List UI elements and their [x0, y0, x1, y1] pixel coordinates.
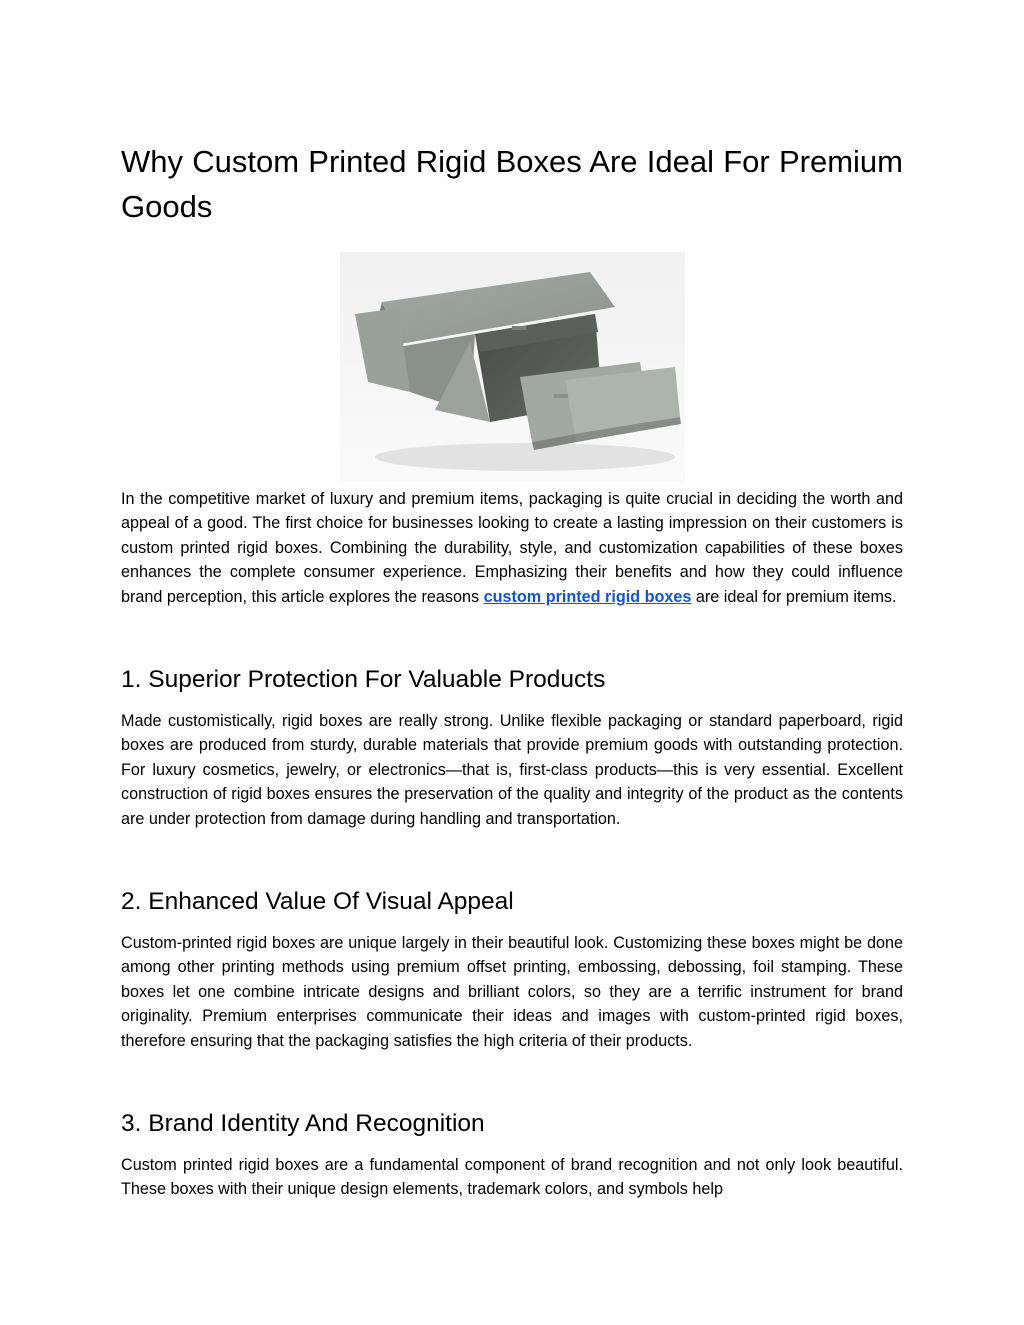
custom-printed-rigid-boxes-link[interactable]: custom printed rigid boxes [483, 587, 692, 606]
intro-text-end: are ideal for premium items. [691, 587, 897, 606]
section-3-body: Custom printed rigid boxes are a fundamental component of brand recognition and not only look beautiful. These boxes with their unique design elements, trademark colors, and symbols help [121, 1156, 903, 1199]
section-1-heading: 1. Superior Protection For Valuable Products [121, 666, 606, 693]
section-1-body: Made customistically, rigid boxes are really strong. Unlike flexible packaging or standard paperboard, rigid boxes are produced from sturdy, durable materials that provide premium goods with outstanding protection. For luxury cosmetics, jewelry, or electronics—that is, first-class products—this is very essential. Excellent construction of rigid boxes ensures the preservation of the quality and integrity of the product as the contents are under protection from damage during handling and transportation. [121, 712, 903, 828]
intro-paragraph [121, 487, 903, 609]
page-title: Why Custom Printed Rigid Boxes Are Ideal For Premium Goods [121, 144, 903, 224]
intro-text: In the competitive market of luxury and premium items, packaging is quite crucial in deciding the worth and appeal of a good. The first choice for businesses looking to create a lasting impression on their customers is custom printed rigid boxes. Combining the durability, style, and customization capabilities of these boxes enhances the complete consumer experience. Emphasizing their benefits and how they could influence brand perception, this article explores the reasons [121, 490, 903, 606]
rigid-box-image [340, 252, 685, 482]
section-3-heading: 3. Brand Identity And Recognition [121, 1110, 485, 1137]
section-2-body: Custom-printed rigid boxes are unique largely in their beautiful look. Customizing these boxes might be done among other printing methods using premium offset printing, embossing, debossing, foil stamping. These boxes let one combine intricate designs and brilliant colors, so they are a terrific instrument for brand originality. Premium enterprises communicate their ideas and images with custom-printed rigid boxes, therefore ensuring that the packaging satisfies the high criteria of their products. [121, 934, 903, 1050]
section-2-heading: 2. Enhanced Value Of Visual Appeal [121, 888, 514, 915]
